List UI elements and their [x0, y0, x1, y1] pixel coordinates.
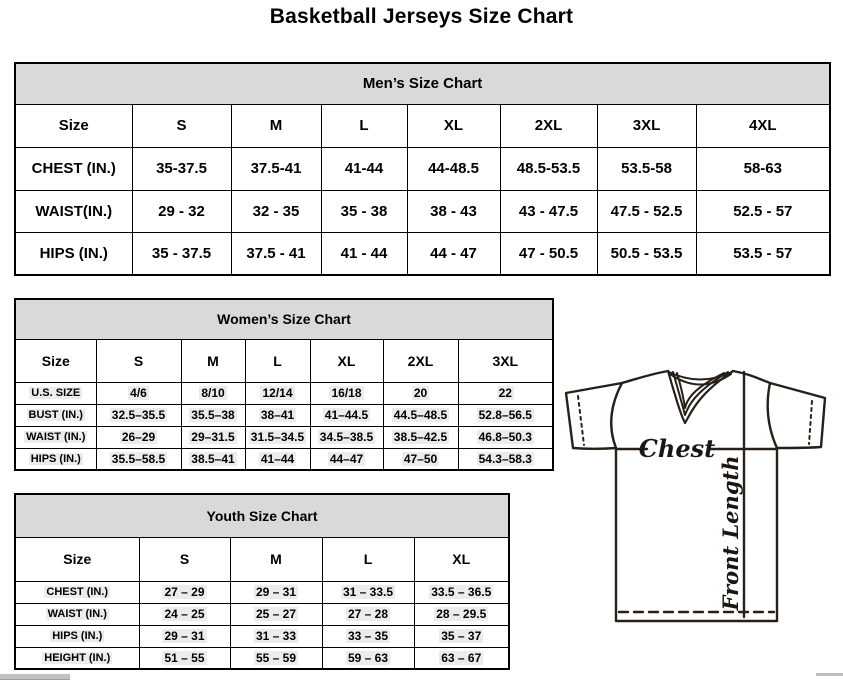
- cell: 22: [458, 382, 553, 404]
- mens-waist-row: [15, 190, 830, 232]
- cell: 28 – 29.5: [414, 603, 509, 625]
- cell: 59 – 63: [322, 647, 414, 669]
- mens-chest-row: [15, 147, 830, 190]
- womens-ussize-row: [15, 382, 553, 404]
- chest-measure-label: Chest: [638, 434, 716, 463]
- youth-size-chart-table: [14, 493, 510, 670]
- cell: 50.5 - 53.5: [597, 232, 696, 275]
- front-length-measure-label: Front Length: [718, 455, 743, 611]
- cell: 38.5–42.5: [383, 426, 458, 448]
- cell: 33.5 – 36.5: [414, 581, 509, 603]
- womens-size-header: Size: [15, 339, 96, 382]
- cell: 41–44.5: [310, 404, 383, 426]
- horizontal-scrollbar-thumb[interactable]: [0, 674, 70, 680]
- cell: 31 – 33: [230, 625, 322, 647]
- cell: 63 – 67: [414, 647, 509, 669]
- row-label: HEIGHT (IN.): [15, 647, 139, 669]
- womens-col-xl: XL: [310, 339, 383, 382]
- row-label: HIPS (IN.): [15, 625, 139, 647]
- cell: 26–29: [96, 426, 181, 448]
- cell: 38.5–41: [181, 448, 245, 470]
- youth-col-xl: XL: [414, 537, 509, 581]
- youth-waist-row: [15, 603, 509, 625]
- cell: 12/14: [245, 382, 310, 404]
- row-label: WAIST(IN.): [15, 190, 132, 232]
- row-label: HIPS (IN.): [15, 232, 132, 275]
- womens-size-chart-table: [14, 298, 554, 471]
- youth-col-l: L: [322, 537, 414, 581]
- cell: 37.5 - 41: [231, 232, 321, 275]
- cell: 16/18: [310, 382, 383, 404]
- cell: 41 - 44: [321, 232, 407, 275]
- jersey-measurement-diagram: [556, 365, 843, 628]
- youth-col-s: S: [139, 537, 230, 581]
- cell: 35 - 37.5: [132, 232, 231, 275]
- youth-hips-row: [15, 625, 509, 647]
- mens-col-4xl: 4XL: [696, 104, 830, 147]
- cell: 52.8–56.5: [458, 404, 553, 426]
- mens-col-m: M: [231, 104, 321, 147]
- youth-col-m: M: [230, 537, 322, 581]
- row-label: WAIST (IN.): [15, 603, 139, 625]
- cell: 8/10: [181, 382, 245, 404]
- womens-col-m: M: [181, 339, 245, 382]
- cell: 41–44: [245, 448, 310, 470]
- cell: 31 – 33.5: [322, 581, 414, 603]
- page-title: Basketball Jerseys Size Chart: [269, 5, 574, 28]
- mens-hips-row: [15, 232, 830, 275]
- cell: 44-48.5: [407, 147, 500, 190]
- row-label: CHEST (IN.): [15, 581, 139, 603]
- cell: 25 – 27: [230, 603, 322, 625]
- womens-waist-row: [15, 426, 553, 448]
- cell: 20: [383, 382, 458, 404]
- cell: 27 – 28: [322, 603, 414, 625]
- youth-chart-title: Youth Size Chart: [15, 494, 509, 537]
- cell: 44 - 47: [407, 232, 500, 275]
- cell: 29 – 31: [139, 625, 230, 647]
- youth-chest-row: [15, 581, 509, 603]
- cell: 35-37.5: [132, 147, 231, 190]
- cell: 4/6: [96, 382, 181, 404]
- cell: 35.5–58.5: [96, 448, 181, 470]
- cell: 52.5 - 57: [696, 190, 830, 232]
- youth-size-header: Size: [15, 537, 139, 581]
- row-label: WAIST (IN.): [15, 426, 96, 448]
- horizontal-scrollbar-track: [816, 673, 843, 676]
- row-label: CHEST (IN.): [15, 147, 132, 190]
- cell: 44–47: [310, 448, 383, 470]
- womens-chart-title: Women’s Size Chart: [15, 299, 553, 339]
- cell: 41-44: [321, 147, 407, 190]
- youth-height-row: [15, 647, 509, 669]
- cell: 46.8–50.3: [458, 426, 553, 448]
- womens-col-s: S: [96, 339, 181, 382]
- cell: 44.5–48.5: [383, 404, 458, 426]
- cell: 48.5-53.5: [500, 147, 597, 190]
- jersey-diagram-drawing: [556, 365, 843, 628]
- row-label: BUST (IN.): [15, 404, 96, 426]
- cell: 54.3–58.3: [458, 448, 553, 470]
- cell: 43 - 47.5: [500, 190, 597, 232]
- womens-col-3xl: 3XL: [458, 339, 553, 382]
- cell: 33 – 35: [322, 625, 414, 647]
- cell: 47–50: [383, 448, 458, 470]
- cell: 35 - 38: [321, 190, 407, 232]
- cell: 29–31.5: [181, 426, 245, 448]
- cell: 58-63: [696, 147, 830, 190]
- cell: 29 – 31: [230, 581, 322, 603]
- mens-chart-title: Men’s Size Chart: [15, 63, 830, 104]
- cell: 55 – 59: [230, 647, 322, 669]
- cell: 37.5-41: [231, 147, 321, 190]
- row-label: HIPS (IN.): [15, 448, 96, 470]
- cell: 24 – 25: [139, 603, 230, 625]
- cell: 53.5-58: [597, 147, 696, 190]
- cell: 38–41: [245, 404, 310, 426]
- row-label: U.S. SIZE: [15, 382, 96, 404]
- cell: 35 – 37: [414, 625, 509, 647]
- mens-col-l: L: [321, 104, 407, 147]
- cell: 34.5–38.5: [310, 426, 383, 448]
- cell: 29 - 32: [132, 190, 231, 232]
- cell: 51 – 55: [139, 647, 230, 669]
- mens-col-2xl: 2XL: [500, 104, 597, 147]
- mens-col-xl: XL: [407, 104, 500, 147]
- cell: 32.5–35.5: [96, 404, 181, 426]
- cell: 35.5–38: [181, 404, 245, 426]
- cell: 31.5–34.5: [245, 426, 310, 448]
- cell: 27 – 29: [139, 581, 230, 603]
- cell: 47.5 - 52.5: [597, 190, 696, 232]
- womens-col-l: L: [245, 339, 310, 382]
- cell: 38 - 43: [407, 190, 500, 232]
- cell: 47 - 50.5: [500, 232, 597, 275]
- womens-bust-row: [15, 404, 553, 426]
- mens-size-chart-table: [14, 62, 831, 276]
- cell: 32 - 35: [231, 190, 321, 232]
- womens-hips-row: [15, 448, 553, 470]
- mens-size-header: Size: [15, 104, 132, 147]
- cell: 53.5 - 57: [696, 232, 830, 275]
- mens-col-s: S: [132, 104, 231, 147]
- womens-col-2xl: 2XL: [383, 339, 458, 382]
- mens-col-3xl: 3XL: [597, 104, 696, 147]
